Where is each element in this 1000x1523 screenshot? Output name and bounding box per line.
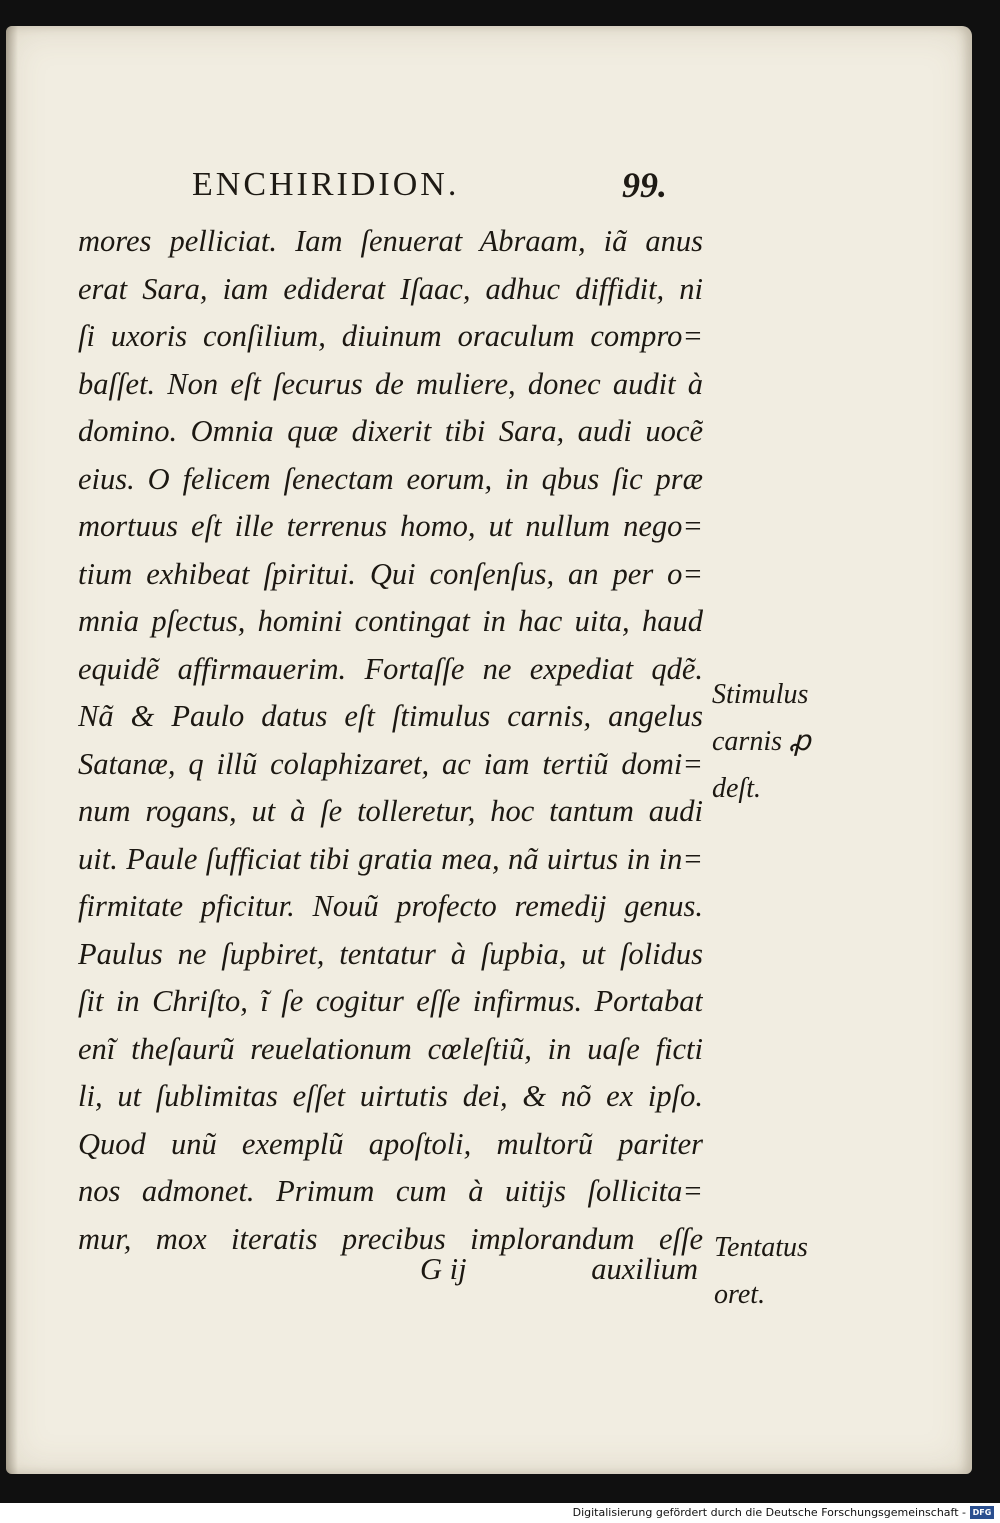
text-line: nos admonet. Primum cum à uitijs ſollicita= xyxy=(78,1174,703,1208)
text-line: enĩ theſaurũ reuelationum cœleſtiũ, in uaſe ficti xyxy=(78,1031,703,1066)
text-line: baſſet. Non eſt ſecurus de muliere, donec audit à xyxy=(78,366,703,401)
text-line: mur, mox iteratis precibus implorandum eſſe xyxy=(78,1221,703,1256)
marginal-note xyxy=(714,1224,808,1318)
marginal-note-line: Stimulus xyxy=(712,679,809,710)
page-number: 99. xyxy=(622,165,667,205)
dfg-logo-icon: DFG xyxy=(970,1506,994,1519)
text-line: Nã & Paulo datus eſt ſtimulus carnis, angelus xyxy=(78,699,703,733)
text-line: erat Sara, iam ediderat Iſaac, adhuc diffidit, ni xyxy=(78,271,703,306)
marginal-note xyxy=(712,671,811,812)
running-head: ENCHIRIDION. xyxy=(192,166,460,203)
text-line: Paulus ne ſupbiret, tentatur à ſupbia, ut ſolidus xyxy=(78,936,703,971)
text-line: eius. O felicem ſenectam eorum, in qbus ſic præ xyxy=(78,461,703,496)
marginal-note-line: oret. xyxy=(714,1279,766,1310)
marginal-note-line: Tentatus xyxy=(714,1232,808,1263)
text-line: tium exhibeat ſpiritui. Qui conſenſus, an per o= xyxy=(78,556,703,591)
text-line: num rogans, ut à ſe tolleretur, hoc tantum audi xyxy=(78,794,703,828)
book-page xyxy=(6,26,972,1474)
text-line: Quod unũ exemplũ apoſtoli, multorũ pariter xyxy=(78,1126,703,1161)
text-line: Satanæ, q illũ colaphizaret, ac iam tertiũ domi= xyxy=(78,746,703,781)
text-line: mores pelliciat. Iam ſenuerat Abraam, iã anus xyxy=(78,224,703,258)
footer-bar xyxy=(0,1503,1000,1523)
text-line: mnia pſectus, homini contingat in hac uita, haud xyxy=(78,604,703,638)
text-line: domino. Omnia quæ dixerit tibi Sara, audi uocẽ xyxy=(78,414,703,448)
funding-credit: Digitalisierung gefördert durch die Deutsche Forschungsgemeinschaft - xyxy=(572,1506,966,1519)
text-line: equidẽ affirmauerim. Fortaſſe ne expediat qdẽ. xyxy=(78,651,703,686)
catchword: auxilium xyxy=(591,1252,698,1286)
text-block xyxy=(78,218,703,1263)
text-line: firmitate pficitur. Nouũ profecto remedij genus. xyxy=(78,889,703,923)
catchword-line xyxy=(78,1252,698,1300)
marginal-note-line: carnis ꝓ xyxy=(712,726,811,757)
text-line: ſit in Chriſto, ĩ ſe cogitur eſſe infirmus. Portabat xyxy=(78,984,703,1018)
signature-mark: G ij xyxy=(420,1252,467,1286)
text-line: mortuus eſt ille terrenus homo, ut nullum nego= xyxy=(78,509,703,543)
marginal-note-line: deſt. xyxy=(712,773,761,804)
text-line: ſi uxoris conſilium, diuinum oraculum compro= xyxy=(78,319,703,353)
text-line: uit. Paule ſufficiat tibi gratia mea, nã uirtus in in= xyxy=(78,841,703,876)
text-line: li, ut ſublimitas eſſet uirtutis dei, & nõ ex ipſo. xyxy=(78,1079,703,1113)
